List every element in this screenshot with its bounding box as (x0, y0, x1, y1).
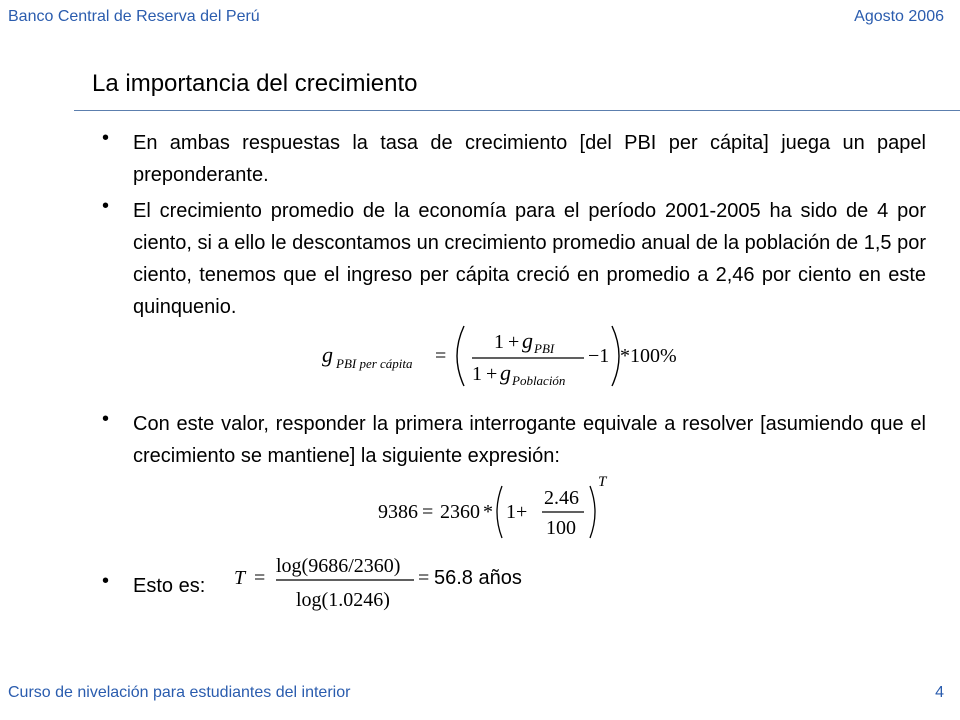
formula2-frac-den: 100 (546, 517, 576, 539)
formula1-minus-one: −1 (588, 345, 610, 367)
page-number: 4 (935, 684, 944, 701)
title-divider (74, 110, 960, 111)
formula2-star: * (483, 501, 493, 523)
formula1-lhs-var: g (322, 342, 333, 367)
formula1-num-one: 1 (494, 331, 504, 353)
formula2-equals: = (422, 501, 434, 523)
formula2-frac-num: 2.46 (544, 487, 579, 509)
right-paren-icon (612, 326, 619, 386)
formula2-one-plus: 1+ (506, 501, 528, 523)
formula1-den-sub: Población (512, 373, 566, 388)
formula1-equals: = (435, 345, 447, 367)
formula-growth-projection (378, 472, 628, 542)
bullet-text-2: El crecimiento promedio de la economía para el período 2001-2005 ha sido de 4 por ciento, si a ello le descontamos un crecimiento promedio anual de la población de 1,5 por ciento, tenemos que el ingreso per cápita creció en promedio a 2,46 por ciento en este quinquenio. (133, 200, 926, 318)
formula-years-result (234, 550, 544, 614)
bullet-marker: • (102, 127, 110, 149)
left-paren-icon (497, 486, 502, 538)
footer-course-name: Curso de nivelación para estudiantes del interior (8, 684, 351, 701)
bullet-text-3: Con este valor, responder la primera interrogante equivale a resolver [asumiendo que el crecimiento se mantiene] la siguiente expresión: (133, 413, 926, 467)
header-date: Agosto 2006 (854, 8, 944, 25)
formula-per-capita-growth (322, 322, 692, 390)
left-paren-icon (457, 326, 464, 386)
formula2-exponent: T (598, 474, 607, 490)
formula1-den-one: 1 (472, 363, 482, 385)
formula1-lhs-sub: PBI per cápita (336, 356, 413, 371)
formula3-result: 56.8 años (434, 567, 522, 589)
header-org-name: Banco Central de Reserva del Perú (8, 8, 260, 25)
bullet-text-1: En ambas respuestas la tasa de crecimiento [del PBI per cápita] juega un papel preponderante. (133, 132, 926, 186)
bullet-text-4: Esto es: (133, 575, 206, 597)
right-paren-icon (590, 486, 595, 538)
formula1-num-plus: + (508, 331, 520, 353)
formula3-equals: = (254, 567, 266, 589)
formula3-den: log(1.0246) (296, 589, 390, 611)
formula1-den-var: g (500, 360, 511, 385)
formula1-den-plus: + (486, 363, 498, 385)
slide-title: La importancia del crecimiento (92, 70, 418, 97)
formula1-num-var: g (522, 328, 533, 353)
bullet-marker: • (102, 195, 110, 217)
bullet-marker: • (102, 408, 110, 430)
formula3-num: log(9686/2360) (276, 555, 401, 577)
formula2-lhs: 9386 (378, 501, 418, 523)
formula2-base: 2360 (440, 501, 480, 523)
formula3-lhs: T (234, 567, 246, 589)
bullet-marker: • (102, 570, 110, 592)
formula1-num-sub: PBI (534, 341, 555, 356)
formula3-equals2: = (418, 567, 430, 589)
formula1-times-100: *100% (620, 345, 677, 367)
